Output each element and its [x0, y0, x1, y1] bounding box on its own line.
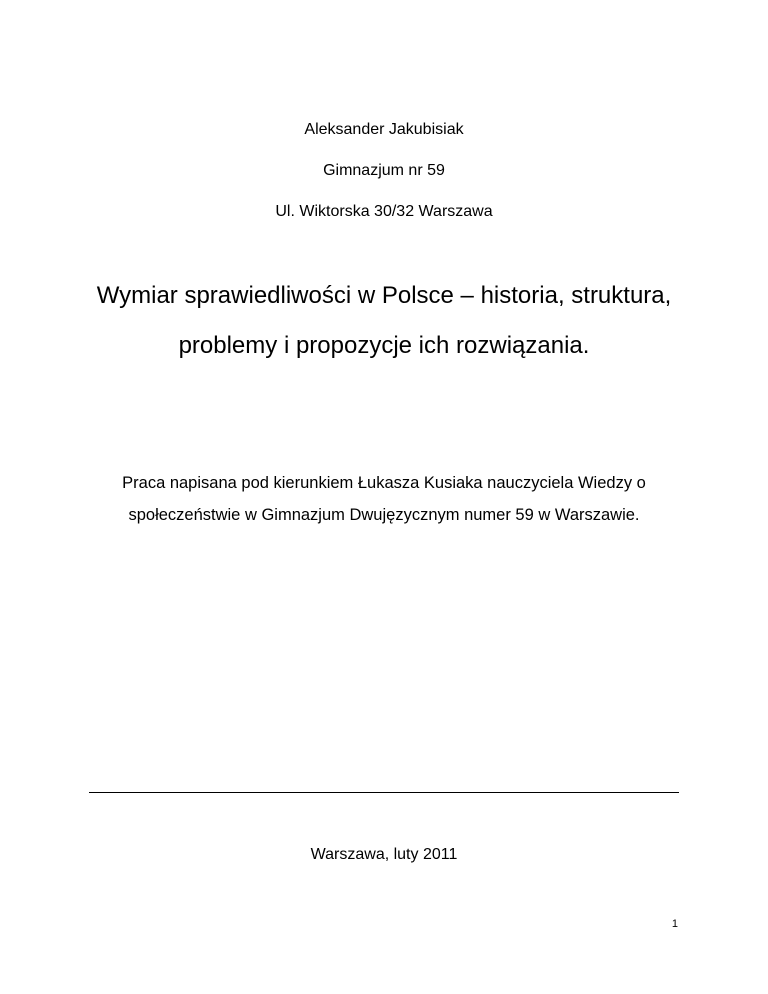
supervision-note-line-2: społeczeństwie w Gimnazjum Dwujęzycznym numer 59 w Warszawie. — [128, 506, 640, 524]
author-name: Aleksander Jakubisiak — [304, 121, 464, 138]
page-number: 1 — [671, 918, 678, 930]
supervision-note-line-1: Praca napisana pod kierunkiem Łukasza Kusiaka nauczyciela Wiedzy o — [122, 474, 646, 492]
school-name: Gimnazjum nr 59 — [323, 162, 445, 179]
document-title-line-1: Wymiar sprawiedliwości w Polsce – historia, struktura, — [96, 282, 672, 309]
horizontal-rule — [89, 792, 679, 793]
school-address: Ul. Wiktorska 30/32 Warszawa — [275, 203, 493, 220]
document-title-line-2: problemy i propozycje ich rozwiązania. — [178, 332, 590, 359]
place-and-date: Warszawa, luty 2011 — [310, 846, 458, 863]
